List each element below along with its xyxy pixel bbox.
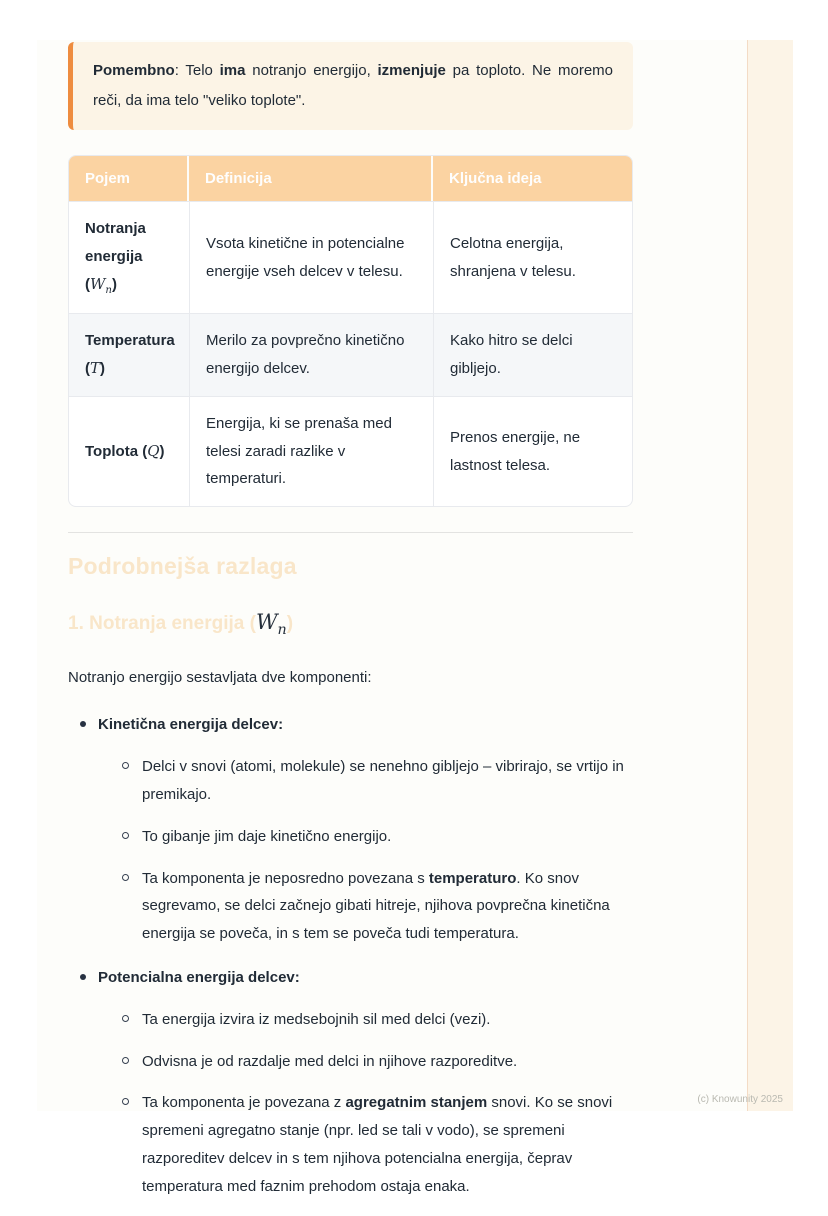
circle-bullet-icon [122,1057,129,1064]
page-edge-strip [747,40,793,1111]
intro-paragraph: Notranjo energijo sestavljata dve komponenti: [68,669,372,687]
section-heading: Podrobnejša razlaga [68,553,297,580]
bullet-list [68,711,633,1200]
circle-bullet-icon [122,874,129,881]
sub-item-text: Ta komponenta je neposredno povezana s temperaturo. Ko snov segrevamo, se delci začnejo gibati hitreje, njihova povprečna kinetična energija se poveča, in s tem se poveča tudi temperatura. [142,869,610,943]
list-item-title: Kinetična energija delcev: [98,716,284,734]
term-cell: Temperatura (T) [69,313,189,396]
circle-bullet-icon [122,1098,129,1105]
document-content [68,42,633,1216]
sub-item-text: Ta komponenta je povezana z agregatnim stanjem snovi. Ko se snovi spremeni agregatno stanje (npr. led se tali v vodo), se spremeni razporeditev delcev in s tem njihova potencialna energija, čeprav temperatura med faznim prehodom ostaja enaka. [142,1094,613,1195]
table-row-temperatura [69,313,632,396]
circle-bullet-icon [122,762,129,769]
sub-list-kinetic [68,753,633,948]
definition-cell: Merilo za povprečno kinetično energijo delcev. [189,313,433,396]
idea-cell: Prenos energije, ne lastnost telesa. [433,396,632,506]
header-cell-kljucna-ideja: Ključna ideja [433,156,632,201]
sub-item-text: Delci v snovi (atomi, molekule) se nenehno gibljejo – vibrirajo, se vrtijo in premikajo. [142,758,624,804]
subsection-heading: 1. Notranja energija $(W_n)$ [68,610,294,639]
sub-list-potential [68,1006,633,1201]
circle-bullet-icon [122,1015,129,1022]
bullet-icon [80,974,86,980]
sub-list-item [68,1048,633,1076]
sub-list-item [68,1089,633,1200]
header-cell-definicija: Definicija [189,156,433,201]
definition-cell: Vsota kinetične in potencialne energije vseh delcev v telesu. [189,201,433,313]
circle-bullet-icon [122,832,129,839]
definition-cell: Energija, ki se prenaša med telesi zaradi razlike v temperaturi. [189,396,433,506]
table-row-notranja-energija [69,201,632,313]
table-header-row [69,156,632,201]
sub-list-item [68,823,633,851]
callout-text: Pomembno: Telo ima notranjo energijo, izmenjuje pa toploto. Ne moremo reči, da ima telo "veliko toplote". [93,62,613,109]
list-item-potential [68,964,633,991]
header-cell-pojem: Pojem [69,156,189,201]
table-row-toplota [69,396,632,506]
sub-item-text: Odvisna je od razdalje med delci in njihove razporeditve. [142,1052,518,1070]
bullet-icon [80,721,86,727]
list-item-title: Potencialna energija delcev: [98,968,300,986]
list-item-kinetic [68,711,633,738]
idea-cell: Kako hitro se delci gibljejo. [433,313,632,396]
sub-list-item [68,865,633,948]
sub-item-text: To gibanje jim daje kinetično energijo. [142,827,392,845]
page-footer: (c) Knowunity 2025 [697,1094,783,1105]
document-page [37,40,793,1195]
term-cell: Toplota (Q) [69,396,189,506]
callout-box [68,42,633,130]
sub-list-item [68,753,633,809]
sub-item-text: Ta energija izvira iz medsebojnih sil med delci (vezi). [142,1010,491,1028]
definition-table [68,155,633,507]
sub-list-item [68,1006,633,1034]
divider [68,532,633,533]
idea-cell: Celotna energija, shranjena v telesu. [433,201,632,313]
term-cell: Notranja energija $(W_n)$ [69,201,189,313]
